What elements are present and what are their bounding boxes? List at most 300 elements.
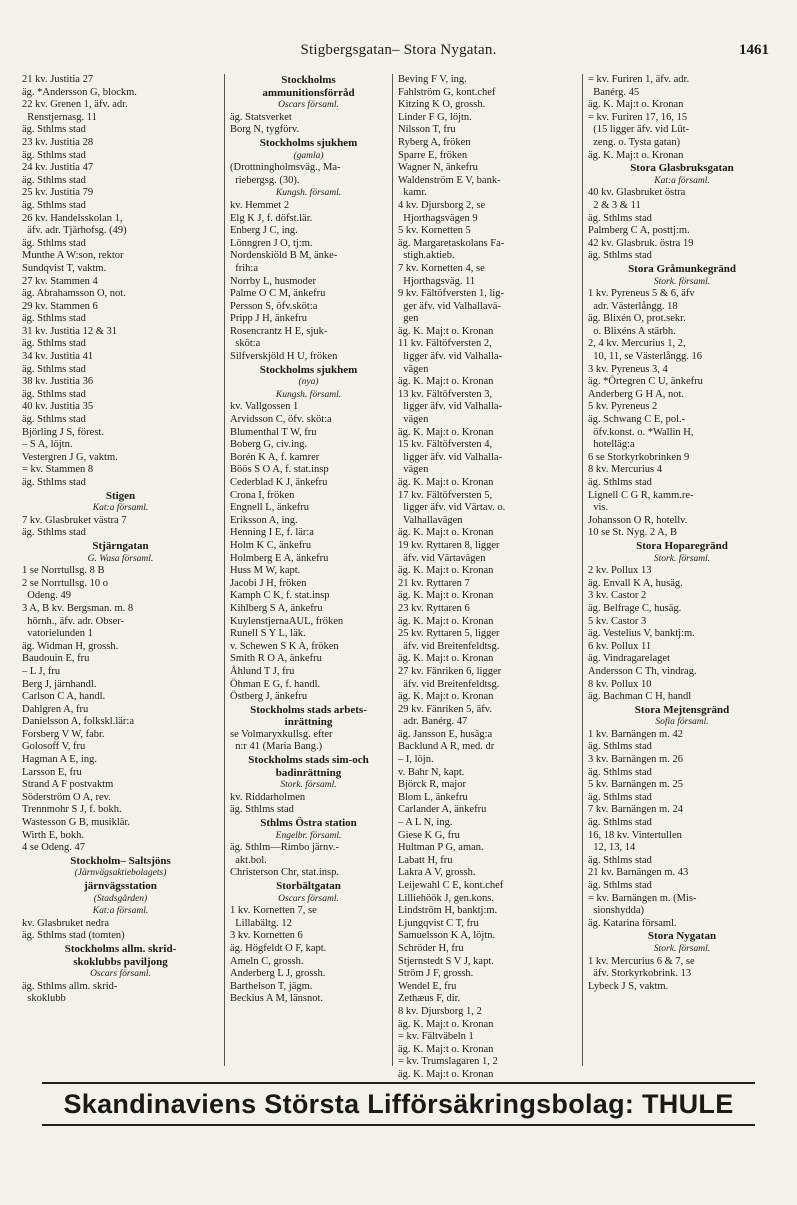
parish-label: (Stadsgården) — [93, 893, 148, 904]
directory-line: 27 kv. Fänriken 6, ligger — [398, 665, 502, 677]
directory-line: 12, 13, 14 — [588, 842, 636, 854]
directory-line: Ameln C, grossh. — [230, 955, 304, 967]
directory-line: 13 kv. Fältöfversten 3, — [398, 388, 493, 400]
directory-line: 17 kv. Fältöfversten 5, — [398, 489, 493, 501]
directory-line: Jacobi J H, fröken — [230, 577, 307, 589]
directory-line: Borg N, tygförv. — [230, 124, 300, 136]
directory-line: 27 kv. Stammen 4 — [22, 275, 98, 287]
directory-line: Giese K G, fru — [398, 829, 460, 841]
directory-line: 26 kv. Handelsskolan 1, — [22, 212, 123, 224]
directory-line: äg. Katarina församl. — [588, 917, 677, 929]
street-heading: Stockholm– Saltsjöns — [70, 854, 171, 867]
directory-line: Beving F V, ing. — [398, 74, 467, 85]
directory-line: Munthe A W:son, rektor — [22, 250, 124, 262]
directory-line: = kv. Furiren 17, 16, 15 — [588, 111, 688, 123]
directory-line: Renstjernasg. 11 — [22, 111, 97, 123]
directory-line: = kv. Furiren 1, äfv. adr. — [588, 74, 690, 85]
directory-line: 40 kv. Glasbruket östra — [588, 187, 686, 199]
directory-line: o. Blixéns A stärbh. — [588, 325, 676, 337]
directory-line: äg. Sthlms stad — [22, 174, 86, 186]
directory-line: Stjernstedt S V J, kapt. — [398, 955, 494, 967]
street-heading: Stora Mejtensgränd — [634, 703, 730, 716]
directory-line: Samuelsson K A, löjtn. — [398, 930, 496, 942]
directory-line: Banérg. 45 — [588, 86, 640, 98]
directory-line: Lakra A V, grossh. — [398, 867, 476, 879]
directory-line: 5 kv. Pyreneus 2 — [588, 401, 658, 413]
directory-line: äg. Belfrage C, husäg. — [588, 602, 682, 614]
advertisement-banner: Skandinaviens Största Lifförsäkringsbolag: THULE — [42, 1082, 755, 1126]
directory-line: äfv. vid Värtavägen — [398, 552, 486, 564]
directory-line: Kamph C K, f. stat.insp — [230, 590, 330, 602]
street-heading: ammunitionsförråd — [262, 86, 355, 99]
directory-line: Palme O C M, änkefru — [230, 288, 326, 300]
directory-line: äg. K. Maj:t o. Kronan — [398, 325, 494, 337]
directory-line: Leijewahl C E, kont.chef — [398, 880, 504, 891]
directory-line: Palmberg C A, posttj:m. — [588, 225, 690, 237]
directory-line: Lillabältg. 12 — [230, 917, 292, 929]
directory-line: 2 & 3 & 11 — [588, 199, 641, 211]
directory-line: äg. Sthlms stad — [22, 313, 86, 325]
parish-label: Kat:a församl. — [92, 503, 149, 514]
street-heading: Storbältgatan — [276, 880, 341, 892]
directory-line: Fahlström G, kont.chef — [398, 86, 496, 98]
directory-line: Holmberg E A, änkefru — [230, 552, 329, 564]
directory-line: ligger äfv. vid Valhalla- — [398, 451, 503, 463]
directory-line: Borén K A, f. kamrer — [230, 451, 320, 463]
parish-label: Oscars församl. — [90, 969, 151, 980]
directory-line: Wagner N, änkefru — [398, 162, 478, 174]
directory-line: 3 kv. Pyreneus 3, 4 — [588, 363, 668, 375]
directory-line: Wirth E, bokh. — [22, 829, 84, 841]
directory-line: Pripp J H, änkefru — [230, 313, 307, 325]
directory-line: äg. Schwang C E, pol.- — [588, 414, 686, 426]
directory-line: Waldenström E V, bank- — [398, 174, 501, 186]
directory-line: äg. Bachman C H, handl — [588, 691, 692, 703]
directory-line: Danielsson A, folkskl.lär:a — [22, 716, 134, 728]
directory-line: 10, 11, se Västerlångg. 16 — [588, 351, 703, 363]
directory-line: Söderström O A, rev. — [22, 791, 111, 803]
page-number: 1461 — [739, 42, 769, 58]
street-heading: Stora Hoparegränd — [636, 539, 728, 552]
directory-line: frih:a — [230, 262, 258, 274]
directory-line: äg. Sthlms stad (tomten) — [22, 930, 125, 942]
directory-line: 19 kv. Ryttaren 8, ligger — [398, 539, 500, 551]
parish-label: Sofia församl. — [655, 717, 709, 728]
directory-line: Runell S Y L, läk. — [230, 628, 306, 640]
directory-line: Labatt H, fru — [398, 854, 453, 866]
directory-line: äg. Sthlms stad — [588, 817, 652, 829]
directory-line: Norrby L, husmoder — [230, 275, 317, 287]
directory-line: 6 se Storkyrkobrinken 9 — [588, 451, 690, 463]
directory-line: Forsberg V W, fabr. — [22, 728, 105, 740]
directory-line: Hjorthagsvägen 9 — [398, 212, 478, 224]
directory-line: äg. K. Maj:t o. Kronan — [398, 1068, 494, 1080]
parish-label: Kat:a församl. — [654, 175, 710, 186]
directory-line: äg. Sthlms stad — [22, 199, 86, 211]
directory-line: Backlund A R, med. dr — [398, 741, 495, 753]
directory-line: 4 se Odeng. 47 — [22, 842, 85, 854]
parish-label: Oscars församl. — [278, 100, 339, 111]
directory-line: 1 kv. Mercurius 6 & 7, se — [588, 955, 695, 967]
directory-line: 5 kv. Kornetten 5 — [398, 225, 471, 237]
directory-line: Östberg J, änkefru — [230, 691, 308, 703]
directory-line: äg. Högfeldt O F, kapt. — [230, 942, 327, 954]
directory-line: Hjorthagsväg. 11 — [398, 275, 476, 287]
directory-line: 2 se Norrtullsg. 10 o — [22, 577, 109, 589]
directory-line: äg. K. Maj:t o. Kronan — [398, 653, 494, 665]
directory-line: 42 kv. Glasbruk. östra 19 — [588, 237, 694, 249]
directory-line: Beckius A M, länsnot. — [230, 993, 324, 1005]
directory-line: hotelläg:a — [588, 439, 635, 451]
directory-line: Nilsson T, fru — [398, 124, 456, 136]
directory-line: äg. Sthlms stad — [588, 766, 652, 778]
directory-line: 29 kv. Stammen 6 — [22, 300, 98, 312]
directory-line: äg. Sthlms stad — [588, 791, 652, 803]
parish-label: Oscars församl. — [278, 893, 339, 904]
directory-line: Golosoff V, fru — [22, 741, 86, 753]
directory-line: vis. — [588, 502, 609, 514]
directory-line: vägen — [398, 464, 429, 476]
directory-line: 38 kv. Justitia 36 — [22, 376, 94, 388]
directory-line: Larsson E, fru — [22, 766, 82, 778]
directory-line: 5 kv. Barnängen m. 25 — [588, 779, 683, 791]
directory-line: – I, löjn. — [398, 754, 434, 766]
column-4 — [582, 74, 776, 1066]
directory-line: äg. Sthlms allm. skrid- — [22, 980, 118, 992]
directory-line: 21 kv. Barnängen m. 43 — [588, 867, 689, 879]
parish-label: Stork. församl. — [653, 276, 711, 287]
directory-line: 1 kv. Pyreneus 5 & 6, äfv — [588, 288, 695, 300]
directory-line: 4 kv. Djursborg 2, se — [398, 199, 486, 211]
street-heading: Stockholms stads arbets- — [250, 703, 367, 716]
directory-line: gen — [398, 313, 419, 325]
street-heading: Stora Glasbruksgatan — [630, 162, 734, 175]
directory-line: Ryberg A, fröken — [398, 136, 471, 148]
directory-line: Lönngren J O, tj:m. — [230, 237, 313, 249]
directory-line: Lindström H, banktj:m. — [398, 905, 498, 917]
parish-label: Kat:a församl. — [92, 906, 149, 917]
directory-line: äg. K. Maj:t o. Kronan — [398, 426, 494, 438]
directory-line: adr. Banérg. 47 — [398, 716, 468, 728]
directory-line: 25 kv. Ryttaren 5, ligger — [398, 628, 500, 640]
directory-line: Holm K C, änkefru — [230, 539, 312, 551]
directory-line: Zethæus F, dir. — [398, 993, 461, 1005]
directory-line: Odeng. 49 — [22, 590, 71, 602]
directory-line: Strand A F postvaktm — [22, 779, 114, 791]
directory-line: äg. Sthlms stad — [588, 477, 652, 488]
directory-line: skoklubb — [22, 993, 66, 1005]
directory-line: – S A, löjtn. — [22, 439, 73, 451]
directory-line: – A L N, ing. — [398, 817, 453, 829]
directory-line: kv. Riddarholmen — [230, 791, 306, 803]
directory-line: Wendel E, fru — [398, 980, 457, 992]
parish-label: (nya) — [298, 377, 319, 388]
directory-line: Blumenthal T W, fru — [230, 426, 317, 438]
directory-line: äg. Sthlms stad — [22, 388, 86, 400]
column-2 — [224, 74, 392, 1066]
directory-line: Barthelson T, jägm. — [230, 980, 313, 992]
directory-line: äg. Blixén O, prot.sekr. — [588, 313, 686, 325]
directory-line: Lilliehöök J, gen.kons. — [398, 892, 494, 904]
directory-line: äg. Sthlms stad — [22, 477, 86, 488]
directory-line: Kihlberg S A, änkefru — [230, 602, 323, 614]
parish-label: Stork. församl. — [653, 553, 711, 564]
directory-line: Ljungqvist C T, fru — [398, 917, 479, 929]
directory-line: äg. K. Maj:t o. Kronan — [588, 99, 684, 111]
directory-line: = kv. Barnängen m. (Mis- — [588, 892, 697, 904]
directory-line: äfv. Storkyrkobrink. 13 — [588, 968, 692, 980]
directory-line: n:r 41 (Maria Bang.) — [230, 741, 323, 753]
directory-line: 3 A, B kv. Bergsman. m. 8 — [22, 602, 134, 614]
directory-line: Anderberg G H A, not. — [588, 388, 685, 400]
directory-line: Hultman P G, aman. — [398, 842, 484, 854]
directory-line: Sparre E, fröken — [398, 149, 468, 161]
directory-line: Andersson C Th, vindrag. — [588, 665, 697, 677]
directory-line: äfv. vid Breitenfeldtsg. — [398, 678, 500, 690]
directory-line: Dahlgren A, fru — [22, 703, 89, 715]
directory-line: kv. Vallgossen 1 — [230, 401, 299, 413]
directory-line: Christerson Chr, stat.insp. — [230, 867, 339, 879]
directory-line: 3 kv. Barnängen m. 26 — [588, 754, 683, 766]
directory-line: 6 kv. Pollux 11 — [588, 640, 652, 652]
directory-line: sköt:a — [230, 338, 261, 350]
street-heading: Stora Gråmunkegränd — [628, 262, 736, 275]
directory-line: 9 kv. Fältöfversten 1, lig- — [398, 288, 505, 300]
directory-line: Eriksson A, ing. — [230, 514, 298, 526]
directory-line: äg. Sthlms stad — [588, 212, 652, 224]
directory-line: adr. Västerlångg. 18 — [588, 300, 678, 312]
directory-line: Blom L, änkefru — [398, 791, 468, 803]
directory-line: 29 kv. Fänriken 5, äfv. — [398, 703, 492, 715]
directory-line: hörnh., äfv. adr. Obser- — [22, 615, 125, 627]
directory-line: 5 kv. Castor 3 — [588, 615, 647, 627]
directory-line: Öhman E G, f. handl. — [230, 678, 321, 690]
street-heading: Stockholms — [281, 74, 336, 86]
directory-line: Schröder H, fru — [398, 942, 464, 954]
directory-line: v. Schewen S K A, fröken — [230, 640, 339, 652]
directory-line: äg. Sthlms stad — [22, 124, 86, 136]
directory-line: äg. K. Maj:t o. Kronan — [398, 1043, 494, 1055]
directory-line: Engnell L, änkefru — [230, 502, 310, 514]
directory-line: kamr. — [398, 187, 427, 199]
directory-line: Rosencrantz H E, sjuk- — [230, 325, 328, 337]
directory-line: Elg K J, f. döfst.lär. — [230, 212, 313, 224]
directory-line: Trennmohr S J, f. bokh. — [22, 804, 122, 816]
directory-line: Ström J F, grossh. — [398, 968, 474, 980]
parish-label: Stork. församl. — [280, 780, 337, 791]
directory-line: äg. Jansson E, husäg:a — [398, 728, 493, 740]
directory-line: 2, 4 kv. Mercurius 1, 2, — [588, 338, 686, 350]
directory-line: riebergsg. (30). — [230, 174, 300, 186]
street-heading: inrättning — [284, 716, 333, 729]
directory-line: ligger äfv. vid Valhalla- — [398, 351, 503, 363]
directory-line: äfv. vid Breitenfeldtsg. — [398, 640, 500, 652]
directory-line: äg. K. Maj:t o. Kronan — [588, 149, 684, 161]
directory-line: äg. K. Maj:t o. Kronan — [398, 565, 494, 577]
directory-line: 1 kv. Barnängen m. 42 — [588, 728, 683, 740]
directory-line: Linder F G, löjtn. — [398, 111, 472, 123]
directory-line: vatorielunden 1 — [22, 628, 93, 640]
directory-line: = kv. Trumslagaren 1, 2 — [398, 1056, 498, 1068]
parish-label: Stork. församl. — [653, 943, 711, 954]
directory-line: Anderberg L J, grossh. — [230, 968, 326, 980]
directory-columns — [22, 74, 776, 1080]
directory-line: 3 kv. Kornetten 6 — [230, 930, 303, 942]
directory-line: 7 kv. Kornetten 4, se — [398, 262, 485, 274]
directory-line: 23 kv. Ryttaren 6 — [398, 602, 470, 614]
directory-line: Kitzing K O, grossh. — [398, 99, 486, 111]
directory-line: (15 ligger äfv. vid Lüt- — [588, 124, 690, 136]
directory-line: ligger äfv. vid Värtav. o. — [398, 502, 506, 514]
directory-line: Björling J S, förest. — [22, 426, 104, 438]
directory-line: (Drottningholmsväg., Ma- — [230, 162, 341, 174]
directory-line: se Volmaryxkullsg. efter — [230, 728, 333, 740]
directory-line: 21 kv. Ryttaren 7 — [398, 577, 470, 589]
directory-line: ger äfv. vid Valhallavä- — [398, 300, 501, 312]
directory-line: KuylenstjernaAUL, fröken — [230, 615, 344, 627]
directory-line: Wastesson G B, musiklär. — [22, 817, 130, 829]
directory-line: kv. Hemmet 2 — [230, 199, 290, 211]
directory-line: äg. Widman H, grossh. — [22, 640, 119, 652]
directory-line: 7 kv. Glasbruket västra 7 — [22, 514, 127, 526]
street-heading: Stockholms stads sim-och — [248, 754, 369, 767]
directory-line: äg. K. Maj:t o. Kronan — [398, 590, 494, 602]
directory-line: äg. K. Maj:t o. Kronan — [398, 477, 494, 488]
street-heading: Stjärngatan — [92, 539, 149, 552]
directory-line: Valhallavägen — [398, 514, 463, 526]
directory-line: äg. Envall K A, husäg. — [588, 577, 683, 589]
directory-line: Henning I E, f. lär:a — [230, 527, 314, 539]
directory-line: 11 kv. Fältöfversten 2, — [398, 338, 492, 350]
directory-line: Johansson O R, hotellv. — [588, 514, 688, 526]
parish-label: Kungsh. församl. — [275, 389, 342, 400]
street-heading: Stora Nygatan — [647, 930, 717, 943]
directory-line: 8 kv. Djursborg 1, 2 — [398, 1005, 482, 1017]
directory-line: äg. Sthlms stad — [22, 363, 86, 375]
directory-line: äg. K. Maj:t o. Kronan — [398, 376, 494, 388]
street-heading: skoklubbs paviljong — [73, 955, 168, 968]
directory-line: 40 kv. Justitia 35 — [22, 401, 94, 413]
directory-line: Lybeck J S, vaktm. — [588, 980, 669, 992]
directory-line: Persson S, öfv.sköt:a — [230, 300, 318, 312]
directory-line: = kv. Stammen 8 — [22, 464, 94, 476]
directory-line: Crona I, fröken — [230, 489, 295, 501]
directory-line: äg. K. Maj:t o. Kronan — [398, 691, 494, 703]
directory-line: sionshydda) — [588, 905, 644, 917]
directory-line: 16, 18 kv. Vintertullen — [588, 829, 682, 841]
directory-line: äg. Sthlms stad — [588, 880, 652, 891]
directory-line: zeng. o. Tysta gatan) — [588, 136, 681, 148]
column-1 — [22, 74, 224, 1066]
directory-line: 8 kv. Pollux 10 — [588, 678, 652, 690]
directory-line: Arvidsson C, öfv. sköt:a — [230, 414, 332, 426]
directory-line: = kv. Fältväbeln 1 — [398, 1031, 474, 1043]
directory-line: Huss M W, kapt. — [230, 565, 301, 577]
directory-line: äg. Sthlms stad — [588, 250, 652, 262]
directory-line: akt.bol. — [230, 854, 267, 866]
directory-line: äg. Sthlms stad — [22, 527, 86, 539]
directory-line: 1 kv. Kornetten 7, se — [230, 905, 317, 917]
directory-line: äg. *Andersson G, blockm. — [22, 86, 137, 98]
directory-line: äg. K. Maj:t o. Kronan — [398, 1018, 494, 1030]
directory-line: 7 kv. Barnängen m. 24 — [588, 804, 683, 816]
directory-line: äg. Sthlms stad — [588, 741, 652, 753]
directory-line: äg. K. Maj:t o. Kronan — [398, 527, 494, 539]
directory-line: Lignell C G R, kamm.re- — [588, 489, 694, 501]
directory-line: Silfverskjöld H U, fröken — [230, 351, 338, 363]
directory-line: vägen — [398, 414, 429, 426]
directory-line: kv. Glasbruket nedra — [22, 917, 110, 929]
street-heading: Stigen — [105, 489, 136, 502]
parish-label: (Järnvägsaktiebolagets) — [74, 868, 167, 879]
directory-line: äg. Vindragarelaget — [588, 653, 670, 665]
parish-label: Kungsh. församl. — [275, 188, 342, 199]
directory-line: äg. Sthlms stad — [230, 804, 294, 816]
directory-line: Boberg G, civ.ing. — [230, 439, 307, 451]
directory-line: äg. Sthlm—Rimbo järnv.- — [230, 842, 339, 854]
directory-line: äg. Margaretaskolans Fa- — [398, 237, 505, 249]
directory-line: 25 kv. Justitia 79 — [22, 187, 94, 199]
directory-line: äg. Sthlms stad — [22, 149, 86, 161]
directory-line: äg. Sthlms stad — [22, 414, 86, 426]
directory-line: Björck R, major — [398, 779, 466, 791]
running-title: Stigbergsgatan– Stora Nygatan. — [300, 42, 497, 58]
directory-line: Baudouin E, fru — [22, 653, 90, 665]
directory-line: 23 kv. Justitia 28 — [22, 136, 94, 148]
directory-line: 1 se Norrtullsg. 8 B — [22, 565, 105, 577]
street-heading: Stockholms sjukhem — [259, 363, 358, 376]
directory-line: Carlson C A, handl. — [22, 691, 106, 703]
directory-line: Cederblad K J, änkefru — [230, 477, 328, 488]
directory-line: Smith R O A, änkefru — [230, 653, 322, 665]
directory-line: Vestergren J G, vaktm. — [22, 451, 118, 463]
column-3 — [392, 74, 582, 1080]
directory-line: 21 kv. Justitia 27 — [22, 74, 94, 85]
directory-line: äg. *Örtegren C U, änkefru — [588, 376, 703, 388]
directory-line: 3 kv. Castor 2 — [588, 590, 647, 602]
directory-line: Böös S O A, f. stat.insp — [230, 464, 329, 476]
street-heading: Stockholms allm. skrid- — [64, 942, 177, 955]
directory-line: ligger äfv. vid Valhalla- — [398, 401, 503, 413]
directory-line: 2 kv. Pollux 13 — [588, 565, 652, 577]
directory-line: äg. K. Maj:t o. Kronan — [398, 615, 494, 627]
parish-label: (gamla) — [293, 150, 324, 161]
directory-line: Carlander A, änkefru — [398, 804, 487, 816]
directory-line: äg. Vestelius V, banktj:m. — [588, 628, 695, 640]
directory-line: 10 se St. Nyg. 2 A, B — [588, 527, 677, 539]
street-heading: Sthlms Östra station — [260, 817, 357, 830]
page-header — [0, 42, 797, 64]
directory-line: äg. Statsverket — [230, 111, 292, 123]
directory-line: äg. Sthlms stad — [588, 854, 652, 866]
parish-label: Engelbr. församl. — [275, 830, 342, 841]
directory-line: 31 kv. Justitia 12 & 31 — [22, 325, 117, 337]
parish-label: G. Wasa församl. — [87, 553, 154, 564]
directory-line: Enberg J C, ing. — [230, 225, 298, 237]
directory-line: 15 kv. Fältöfversten 4, — [398, 439, 493, 451]
directory-line: v. Bahr N, kapt. — [398, 766, 465, 778]
directory-line: 22 kv. Grenen 1, äfv. adr. — [22, 99, 128, 111]
directory-line: Åhlund T J, fru — [230, 665, 295, 677]
directory-line: 24 kv. Justitia 47 — [22, 162, 94, 174]
directory-line: Sundqvist T, vaktm. — [22, 262, 107, 274]
directory-line: Hagman A E, ing. — [22, 754, 97, 766]
directory-line: 8 kv. Mercurius 4 — [588, 464, 662, 476]
directory-line: Nordenskiöld B M, änke- — [230, 250, 338, 262]
directory-line: äg. Abrahamsson O, not. — [22, 288, 126, 300]
directory-line: äg. Sthlms stad — [22, 237, 86, 249]
directory-line: öfv.konst. o. *Wallin H, — [588, 426, 694, 438]
